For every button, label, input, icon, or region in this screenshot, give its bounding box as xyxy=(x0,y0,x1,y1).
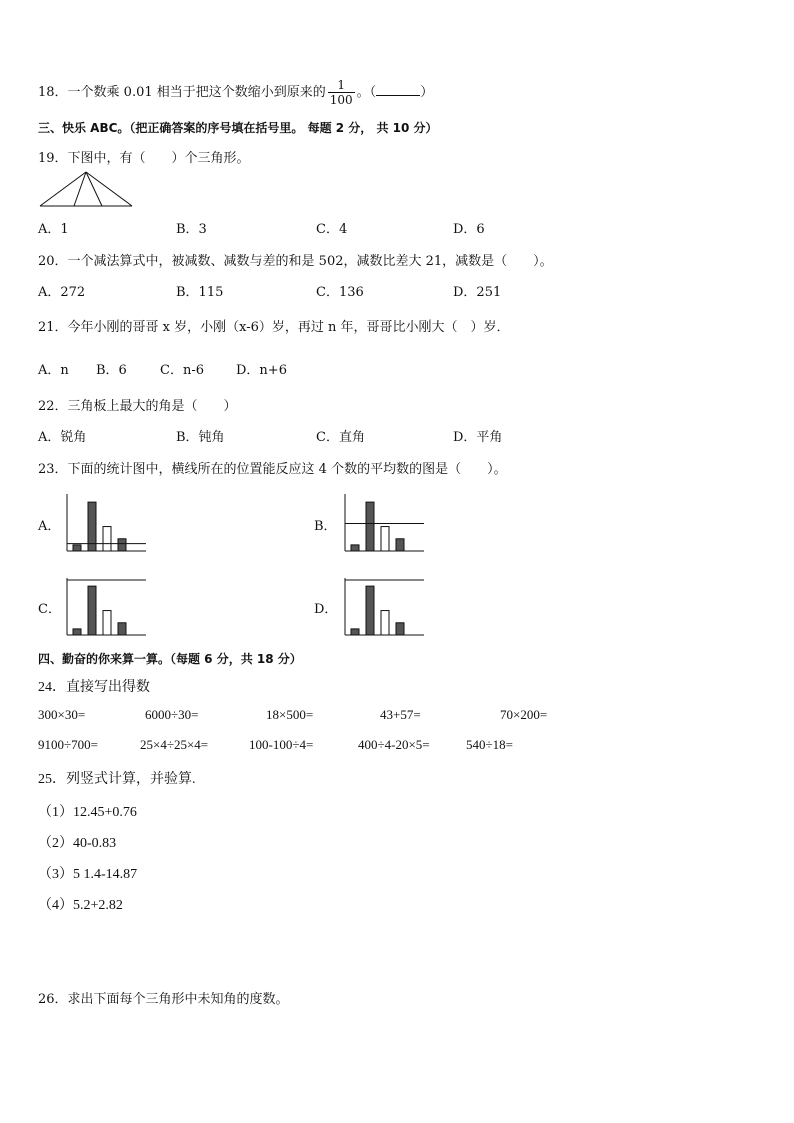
q18-paren-open: 。（ xyxy=(356,85,377,100)
section-3-title: 三、快乐 ABC。（把正确答案的序号填在括号里。 每题 2 分， 共 10 分） xyxy=(38,121,438,135)
q19-option-c[interactable]: C．4 xyxy=(316,222,348,237)
q22-option-c[interactable]: C．直角 xyxy=(316,430,365,445)
bar xyxy=(73,545,81,551)
calc-item: 300×30= xyxy=(38,707,86,722)
q19-option-b[interactable]: B．3 xyxy=(176,222,207,237)
q20-option-c[interactable]: C．136 xyxy=(316,285,364,300)
q21-option-d[interactable]: D．n+6 xyxy=(236,363,287,378)
fraction xyxy=(328,78,355,107)
question-23: 23．下面的统计图中，横线所在的位置能反应这 4 个数的平均数的图是（ ）。 xyxy=(38,462,507,477)
answer-blank[interactable] xyxy=(376,84,420,96)
question-24: 24．直接写出得数 xyxy=(38,680,150,695)
q18-text: 18．一个数乘 0.01 相当于把这个数缩小到原来的 xyxy=(38,85,326,100)
q21-option-c[interactable]: C．n-6 xyxy=(160,363,204,378)
question-25: 25．列竖式计算，并验算. xyxy=(38,772,196,787)
q21-option-b[interactable]: B．6 xyxy=(96,363,127,378)
calc-item: 25×4÷25×4= xyxy=(140,737,209,752)
q23-option-b[interactable]: B． xyxy=(314,519,337,534)
question-19: 19．下图中，有（ ）个三角形。 xyxy=(38,151,250,166)
q19-option-d[interactable]: D．6 xyxy=(453,222,485,237)
q20-option-d[interactable]: D．251 xyxy=(453,285,502,300)
question-26: 26．求出下面每个三角形中未知角的度数。 xyxy=(38,992,289,1007)
bar xyxy=(118,623,126,635)
bar xyxy=(118,539,126,551)
q21-option-a[interactable]: A．n xyxy=(38,363,69,378)
q20-option-b[interactable]: B．115 xyxy=(176,285,224,300)
q23-option-d[interactable]: D． xyxy=(314,602,338,617)
bar xyxy=(396,539,404,551)
q25-item-1: （1）12.45+0.76 xyxy=(38,805,137,820)
bar-chart-b xyxy=(342,492,428,554)
question-20: 20．一个减法算式中，被减数、减数与差的和是 502，减数比差大 21，减数是（ ）。 xyxy=(38,254,553,269)
bar xyxy=(103,611,111,635)
calc-item: 9100÷700= xyxy=(38,737,98,752)
bar xyxy=(351,629,359,635)
q22-option-b[interactable]: B．钝角 xyxy=(176,430,225,445)
bar xyxy=(366,586,374,635)
bar-chart-c xyxy=(64,576,150,638)
bar xyxy=(73,629,81,635)
calc-item: 6000÷30= xyxy=(145,707,199,722)
bar xyxy=(88,586,96,635)
bar-chart-d xyxy=(342,576,428,638)
bar xyxy=(381,527,389,551)
q22-option-d[interactable]: D．平角 xyxy=(453,430,503,445)
calc-item: 540÷18= xyxy=(466,737,513,752)
q25-item-4: （4）5.2+2.82 xyxy=(38,898,123,913)
calc-item: 43+57= xyxy=(380,707,421,722)
q23-option-c[interactable]: C． xyxy=(38,602,61,617)
bar xyxy=(381,611,389,635)
question-18 xyxy=(38,78,433,107)
bar xyxy=(396,623,404,635)
bar-chart-a xyxy=(64,492,150,554)
q25-item-2: （2）40-0.83 xyxy=(38,836,117,851)
fraction-denominator: 100 xyxy=(329,93,353,107)
question-21: 21．今年小刚的哥哥 x 岁，小刚（x-6）岁，再过 n 年，哥哥比小刚大（ ）岁． xyxy=(38,320,510,335)
fraction-numerator: 1 xyxy=(328,78,355,93)
bar xyxy=(351,545,359,551)
bar xyxy=(103,527,111,551)
q19-option-a[interactable]: A．1 xyxy=(38,222,69,237)
bar xyxy=(366,502,374,551)
q20-option-a[interactable]: A．272 xyxy=(38,285,86,300)
calc-item: 400÷4-20×5= xyxy=(358,737,430,752)
q22-option-a[interactable]: A．锐角 xyxy=(38,430,87,445)
q25-item-3: （3）5 1.4-14.87 xyxy=(38,867,138,882)
calc-item: 70×200= xyxy=(500,707,548,722)
triangle-figure xyxy=(40,172,135,208)
q18-paren-close: ） xyxy=(420,85,434,100)
q23-option-a[interactable]: A． xyxy=(38,519,61,534)
calc-item: 100-100÷4= xyxy=(249,737,314,752)
calc-item: 18×500= xyxy=(266,707,314,722)
question-22: 22．三角板上最大的角是（ ） xyxy=(38,399,237,414)
section-4-title: 四、勤奋的你来算一算。（每题 6 分，共 18 分） xyxy=(38,652,302,666)
